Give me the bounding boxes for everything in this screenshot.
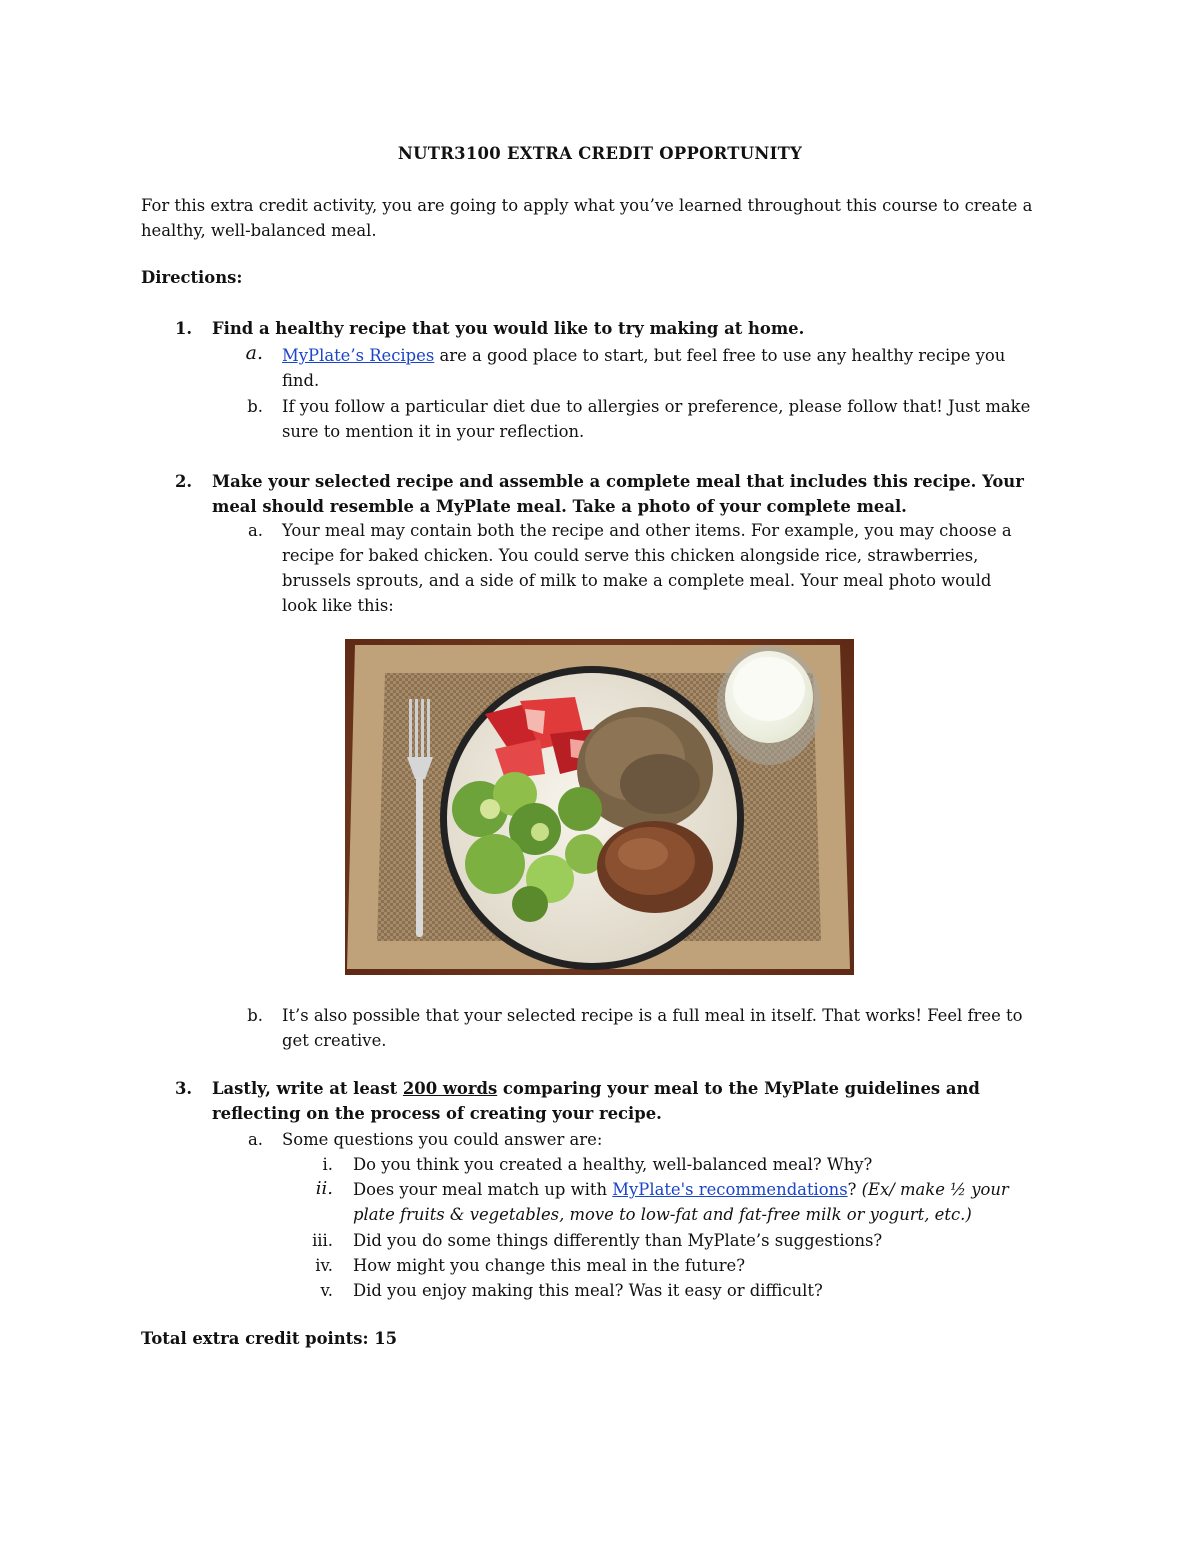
list-label: i. [322, 1155, 333, 1174]
page-title: NUTR3100 EXTRA CREDIT OPPORTUNITY [397, 144, 803, 163]
step-1-a-text: are a good place to start, but feel free to use any healthy recipe you [434, 346, 1006, 365]
list-label: b. [247, 397, 263, 416]
question-example: (Ex/ make ½ your [861, 1180, 1009, 1199]
list-label: a. [248, 1130, 263, 1149]
step-number: 2. [175, 472, 193, 491]
step-heading [212, 469, 1071, 519]
step-2-b-text-cont: get creative. [282, 1031, 387, 1050]
list-label: a. [245, 342, 263, 364]
step-heading-text: Lastly, write at least [212, 1079, 403, 1098]
question-text: Does your meal match up with [353, 1180, 613, 1199]
step-2-a-line: Your meal may contain both the recipe and other items. For example, you may choose a [282, 521, 1012, 540]
baked-chicken [597, 821, 713, 913]
myplate-recipes-link[interactable]: MyPlate’s Recipes [282, 346, 435, 365]
step-3 [141, 1076, 1071, 1126]
step-heading: Find a healthy recipe that you would like to try making at home. [212, 319, 805, 338]
step-2 [141, 469, 1071, 519]
question-example-cont: plate fruits & vegetables, move to low-fat and fat-free milk or yogurt, etc.) [353, 1205, 972, 1224]
step-heading [212, 1076, 1071, 1126]
step-2-a-line: look like this: [282, 596, 394, 615]
directions-heading: Directions: [141, 268, 243, 287]
list-label: ii. [315, 1178, 333, 1199]
step-1-a-text-cont: find. [282, 371, 320, 390]
total-points: Total extra credit points: 15 [141, 1329, 398, 1348]
step-2-a-line: brussels sprouts, and a side of milk to make a complete meal. Your meal photo would [282, 571, 992, 590]
list-label: b. [247, 1006, 263, 1025]
question-text: Did you do some things differently than MyPlate’s suggestions? [353, 1231, 883, 1250]
question-text: How might you change this meal in the future? [353, 1256, 746, 1275]
step-heading-line: reflecting on the process of creating your recipe. [212, 1104, 662, 1123]
question-text: Do you think you created a healthy, well-balanced meal? Why? [353, 1155, 873, 1174]
myplate-recommendations-link[interactable]: MyPlate's recommendations [612, 1180, 848, 1199]
step-3-a-text: Some questions you could answer are: [282, 1130, 603, 1149]
question-text: Did you enjoy making this meal? Was it easy or difficult? [353, 1281, 823, 1300]
word-count-requirement: 200 words [402, 1079, 498, 1098]
meal-photo-illustration [345, 639, 854, 975]
milk-glass [717, 645, 821, 765]
question-text: ? [847, 1180, 862, 1199]
step-number: 3. [175, 1079, 193, 1098]
list-label: v. [320, 1281, 333, 1300]
step-heading-text: comparing your meal to the MyPlate guidelines and [497, 1079, 980, 1098]
list-label: a. [248, 521, 263, 540]
step-2-a-line: recipe for baked chicken. You could serve this chicken alongside rice, strawberries, [282, 546, 979, 565]
step-heading-line: Make your selected recipe and assemble a complete meal that includes this recipe. Your [212, 472, 1024, 491]
list-label: iv. [315, 1256, 333, 1275]
intro-paragraph: For this extra credit activity, you are going to apply what you’ve learned throughout this course to create a healthy, well-balanced meal. [141, 196, 1033, 240]
step-1-b-text-cont: sure to mention it in your reflection. [282, 422, 585, 441]
step-2-b-text: It’s also possible that your selected recipe is a full meal in itself. That works! Feel free to [282, 1006, 1023, 1025]
step-1 [141, 316, 1071, 341]
step-1-b-text: If you follow a particular diet due to allergies or preference, please follow that! Just make [282, 397, 1031, 416]
meal-photo [345, 639, 854, 975]
list-label: iii. [312, 1231, 333, 1250]
step-heading-line: meal should resemble a MyPlate meal. Take a photo of your complete meal. [212, 497, 907, 516]
step-number: 1. [175, 319, 193, 338]
